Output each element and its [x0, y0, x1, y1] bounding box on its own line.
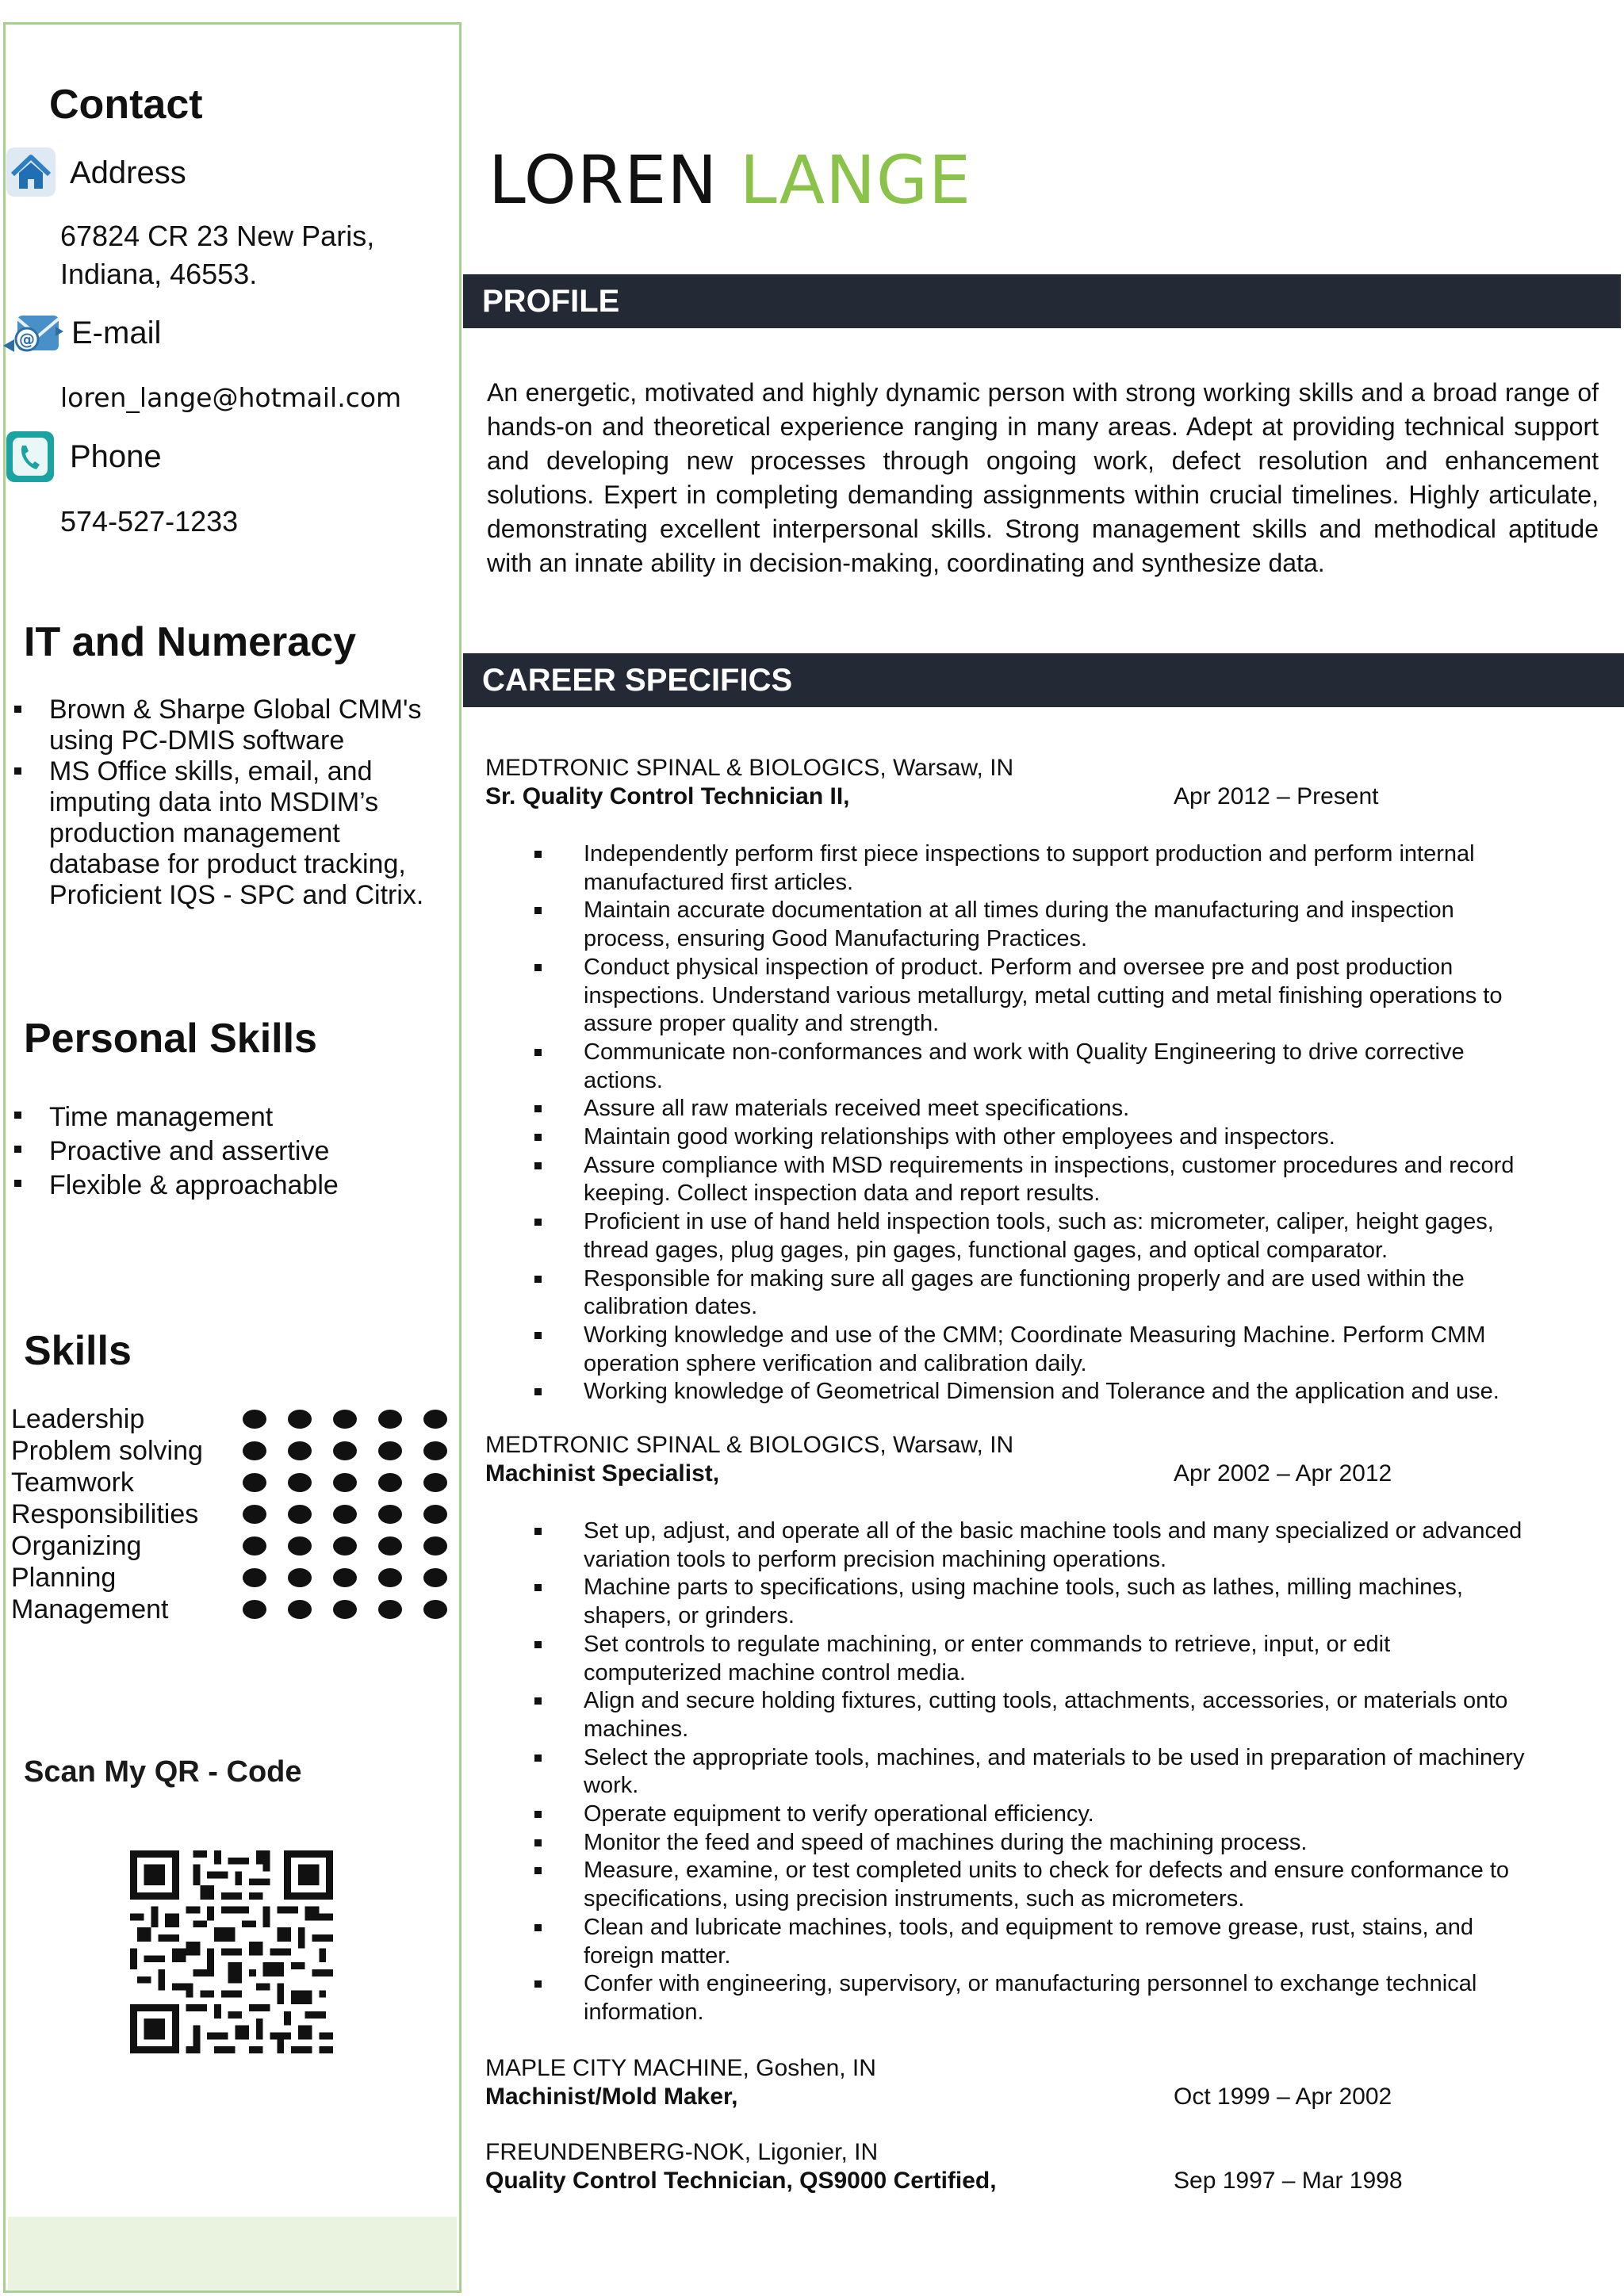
email-label: E-mail [71, 316, 162, 350]
duty-line: Working knowledge of Geometrical Dimension and Tolerance and the application and use. [584, 1379, 1500, 1405]
qr-code-title: Scan My QR - Code [24, 1755, 302, 1789]
candidate-name [488, 141, 971, 219]
duty-item [485, 1800, 1588, 1829]
duty-item [485, 1829, 1588, 1858]
first-name: LOREN [488, 141, 718, 219]
list-item: Proactive and assertive [2, 1135, 458, 1169]
duty-line: machines. [584, 1716, 689, 1742]
job-company: MEDTRONIC SPINAL & BIOLOGICS, Warsaw, IN [485, 755, 1014, 781]
skill-name: Planning [11, 1563, 117, 1593]
duty-line: manufactured first articles. [584, 869, 854, 895]
duty-line: Maintain good working relationships with other employees and inspectors. [584, 1124, 1335, 1150]
skill-row [11, 1594, 455, 1625]
job-company: FREUNDENBERG-NOK, Ligonier, IN [485, 2139, 879, 2165]
job-duties-list [485, 1517, 1588, 2027]
duty-line: computerized machine control media. [584, 1659, 966, 1686]
duty-line: Set up, adjust, and operate all of the basic machine tools and many specialized or advanced [584, 1518, 1522, 1544]
email-value[interactable]: loren_lange@hotmail.com [60, 382, 402, 413]
skills-title: Skills [24, 1328, 132, 1374]
duty-line: thread gages, plug gages, pin gages, functional gages, and optical comparator. [584, 1237, 1388, 1263]
duty-item [485, 1208, 1588, 1265]
list-item [2, 756, 458, 911]
duty-line: Select the appropriate tools, machines, and materials to be used in preparation of machinery [584, 1744, 1525, 1770]
job-dates: Sep 1997 – Mar 1998 [1174, 2168, 1403, 2194]
it-numeracy-list [2, 695, 458, 911]
job-title: Machinist Specialist, [485, 1460, 720, 1487]
contact-title: Contact [49, 82, 203, 128]
duty-item [485, 897, 1588, 953]
duty-line: calibration dates. [584, 1294, 758, 1320]
duty-line: variation tools to perform precision machining operations. [584, 1546, 1167, 1572]
duty-line: Proficient in use of hand held inspection tools, such as: micrometer, caliper, height gages, [584, 1209, 1494, 1235]
list-item-line: MS Office skills, email, and [49, 756, 373, 786]
skill-name: Organizing [11, 1531, 142, 1561]
address-line2: Indiana, 46553. [60, 258, 258, 290]
skill-name: Problem solving [11, 1436, 203, 1466]
skill-rating-dots [243, 1505, 447, 1524]
duty-line: Confer with engineering, supervisory, or manufacturing personnel to exchange technical [584, 1971, 1477, 1997]
skill-rating-dots [243, 1536, 447, 1556]
duty-line: keeping. Collect inspection data and report results. [584, 1181, 1101, 1207]
duty-line: Set controls to regulate machining, or enter commands to retrieve, input, or edit [584, 1631, 1391, 1657]
duty-line: Measure, examine, or test completed units to check for defects and ensure conformance to [584, 1858, 1510, 1884]
duty-line: specifications, using precision instruments, such as micrometers. [584, 1886, 1245, 1912]
job-company: MEDTRONIC SPINAL & BIOLOGICS, Warsaw, IN [485, 1432, 1014, 1458]
skill-name: Responsibilities [11, 1499, 199, 1529]
duty-line: actions. [584, 1067, 663, 1093]
job-title: Sr. Quality Control Technician II, [485, 783, 850, 809]
personal-skills-list [2, 1100, 458, 1203]
duty-item [485, 1378, 1588, 1406]
duty-line: Assure all raw materials received meet specifications. [584, 1096, 1130, 1122]
list-item-line: production management [49, 818, 340, 848]
address-line1: 67824 CR 23 New Paris, [60, 220, 375, 252]
duty-line: inspections. Understand various metallurgy, metal cutting and metal finishing operations to [584, 982, 1503, 1008]
address-label: Address [70, 155, 186, 190]
skill-name: Leadership [11, 1404, 145, 1434]
home-icon [5, 146, 57, 202]
skill-name: Teamwork [11, 1468, 134, 1498]
job-dates: Oct 1999 – Apr 2002 [1174, 2084, 1392, 2110]
duty-line: Assure compliance with MSD requirements in inspections, customer procedures and record [584, 1152, 1515, 1178]
duty-item [485, 1095, 1588, 1123]
duty-item [485, 1970, 1588, 2026]
job-duties-list [485, 840, 1588, 1406]
duty-item [485, 1123, 1588, 1152]
skill-row [11, 1498, 455, 1530]
duty-line: Responsible for making sure all gages are functioning properly and are used within the [584, 1265, 1465, 1292]
duty-item [485, 1744, 1588, 1800]
skill-rating-dots [243, 1473, 447, 1492]
duty-item [485, 840, 1588, 897]
duty-item [485, 1039, 1588, 1095]
list-item-line: database for product tracking, [49, 849, 406, 879]
phone-value[interactable]: 574-527-1233 [60, 505, 239, 538]
duty-item [485, 1265, 1588, 1322]
list-item-line: Brown & Sharpe Global CMM's [49, 695, 422, 725]
duty-line: Machine parts to specifications, using machine tools, such as lathes, milling machines, [584, 1575, 1463, 1601]
list-item-line: Proficient IQS - SPC and Citrix. [49, 880, 424, 910]
duty-line: Conduct physical inspection of product. Perform and oversee pre and post production [584, 954, 1454, 980]
duty-line: Operate equipment to verify operational efficiency. [584, 1801, 1094, 1827]
duty-line: Maintain accurate documentation at all times during the manufacturing and inspection [584, 897, 1454, 924]
it-numeracy-title: IT and Numeracy [24, 619, 357, 665]
duty-line: Clean and lubricate machines, tools, and equipment to remove grease, rust, stains, and [584, 1914, 1473, 1940]
job-dates: Apr 2012 – Present [1174, 783, 1379, 809]
skill-row [11, 1467, 455, 1498]
skill-rating-dots [243, 1600, 447, 1619]
duty-item [485, 954, 1588, 1039]
job-company: MAPLE CITY MACHINE, Goshen, IN [485, 2055, 876, 2081]
profile-header: PROFILE [463, 274, 1621, 328]
duty-item [485, 1517, 1588, 1574]
list-item-line: imputing data into MSDIM’s [49, 787, 379, 817]
duty-line: shapers, or grinders. [584, 1603, 795, 1629]
phone-label: Phone [70, 439, 162, 474]
job-title: Quality Control Technician, QS9000 Certified, [485, 2168, 997, 2194]
duty-item [485, 1574, 1588, 1630]
duty-item [485, 1631, 1588, 1687]
email-icon [0, 308, 68, 365]
duty-item [485, 1687, 1588, 1743]
duty-line: Align and secure holding fixtures, cutting tools, attachments, accessories, or materials onto [584, 1688, 1508, 1714]
skill-rating-dots [243, 1441, 447, 1460]
skill-row [11, 1530, 455, 1562]
duty-line: Independently perform first piece inspections to support production and perform internal [584, 841, 1475, 867]
phone-icon [5, 430, 56, 488]
duty-line: work. [584, 1773, 639, 1799]
skill-row [11, 1562, 455, 1594]
career-header: CAREER SPECIFICS [463, 653, 1624, 707]
duty-item [485, 1152, 1588, 1208]
svg-text:@: @ [19, 330, 35, 349]
job-dates: Apr 2002 – Apr 2012 [1174, 1460, 1392, 1487]
duty-line: Working knowledge and use of the CMM; Coordinate Measuring Machine. Perform CMM [584, 1322, 1486, 1348]
duty-item [485, 1322, 1588, 1378]
list-item: Flexible & approachable [2, 1169, 458, 1203]
skill-row [11, 1403, 455, 1435]
duty-line: Monitor the feed and speed of machines during the machining process. [584, 1829, 1308, 1855]
duty-line: assure proper quality and strength. [584, 1011, 940, 1037]
list-item-line: using PC-DMIS software [49, 725, 345, 756]
duty-line: foreign matter. [584, 1942, 731, 1969]
duty-line: operation sphere verification and calibration daily. [584, 1350, 1087, 1376]
profile-text: An energetic, motivated and highly dynamic person with strong working skills and a broad range of hands-on and theoretical experience ranging in many areas. Adept at providing technical support and developing new processes through ongoing work, defect resolution and enhancement solutions. Expert in completing demanding assignments within crucial timelines. Highly articulate, demonstrating excellent interpersonal skills. Strong management skills and methodical aptitude with an innate ability in decision-making, coordinating and synthesize data. [487, 378, 1599, 577]
qr-code-image[interactable] [130, 1850, 333, 2057]
job-title: Machinist/Mold Maker, [485, 2084, 738, 2110]
sidebar-footer-band [8, 2217, 457, 2290]
duty-item [485, 1914, 1588, 1970]
skill-rating-dots [243, 1410, 447, 1429]
skill-row [11, 1435, 455, 1467]
list-item [2, 695, 458, 756]
duty-line: information. [584, 1999, 704, 2025]
duty-item [485, 1857, 1588, 1913]
personal-skills-title: Personal Skills [24, 1016, 317, 1062]
duty-line: process, ensuring Good Manufacturing Practices. [584, 926, 1088, 952]
duty-line: Communicate non-conformances and work with Quality Engineering to drive corrective [584, 1039, 1465, 1065]
last-name: LANGE [739, 141, 972, 219]
list-item: Time management [2, 1100, 458, 1135]
skill-rating-dots [243, 1568, 447, 1587]
skill-name: Management [11, 1594, 169, 1624]
